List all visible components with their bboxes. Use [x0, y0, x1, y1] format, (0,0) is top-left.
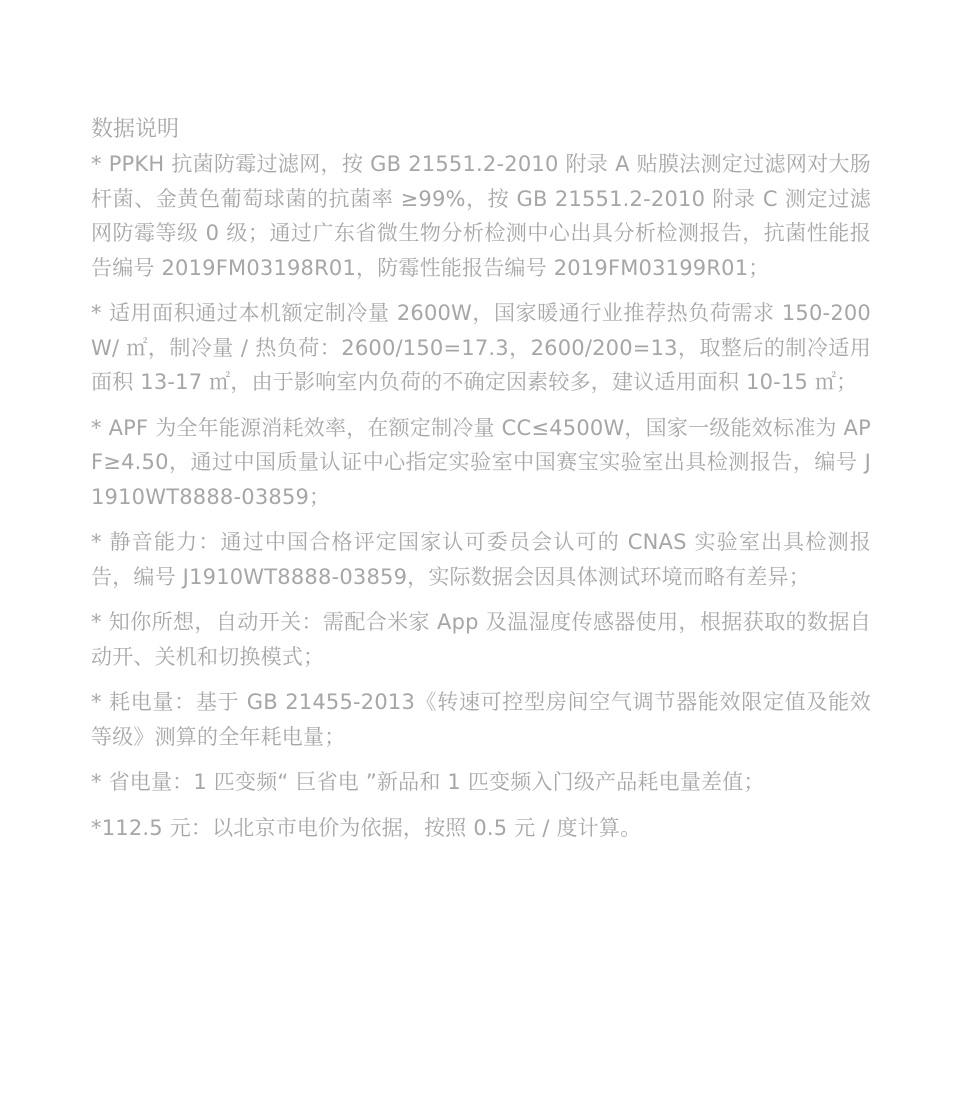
- note-antibacterial-filter: * PPKH 抗菌防霉过滤网，按 GB 21551.2-2010 附录 A 贴膜法测定过滤网对大肠杆菌、金黄色葡萄球菌的抗菌率 ≥99%，按 GB 21551.2-2010 附录 C 测定过滤网防霉等级 0 级；通过广东省微生物分析检测中心出具分析检测报告，抗菌性能报告编号 2019FM03198R01，防霉性能报告编号 2019FM03199R01；: [91, 152, 871, 280]
- note-quiet-capability: * 静音能力：通过中国合格评定国家认可委员会认可的 CNAS 实验室出具检测报告，编号 J1910WT8888-03859，实际数据会因具体测试环境而略有差异；: [91, 530, 871, 589]
- note-power-consumption: * 耗电量：基于 GB 21455-2013《转速可控型房间空气调节器能效限定值及能效等级》测算的全年耗电量；: [91, 690, 871, 749]
- note-auto-switch: * 知你所想，自动开关：需配合米家 App 及温湿度传感器使用，根据获取的数据自动开、关机和切换模式；: [91, 610, 871, 669]
- note-apf-efficiency: * APF 为全年能源消耗效率，在额定制冷量 CC≤4500W，国家一级能效标准为 APF≥4.50，通过中国质量认证中心指定实验室中国赛宝实验室出具检测报告，编号 J1910WT8888-03859；: [91, 415, 871, 509]
- note-cost-basis: *112.5 元：以北京市电价为依据，按照 0.5 元 / 度计算。: [91, 815, 642, 840]
- section-title: 数据说明: [91, 117, 180, 142]
- note-applicable-area: * 适用面积通过本机额定制冷量 2600W，国家暖通行业推荐热负荷需求 150-200W/ ㎡，制冷量 / 热负荷：2600/150=17.3，2600/200=13，取整后的制冷适用面积 13-17 ㎡，由于影响室内负荷的不确定因素较多，建议适用面积 10-15 ㎡；: [91, 301, 871, 394]
- data-notes-section: [91, 113, 871, 856]
- note-power-saving: * 省电量：1 匹变频“ 巨省电 ”新品和 1 匹变频入门级产品耗电量差值；: [91, 770, 765, 794]
